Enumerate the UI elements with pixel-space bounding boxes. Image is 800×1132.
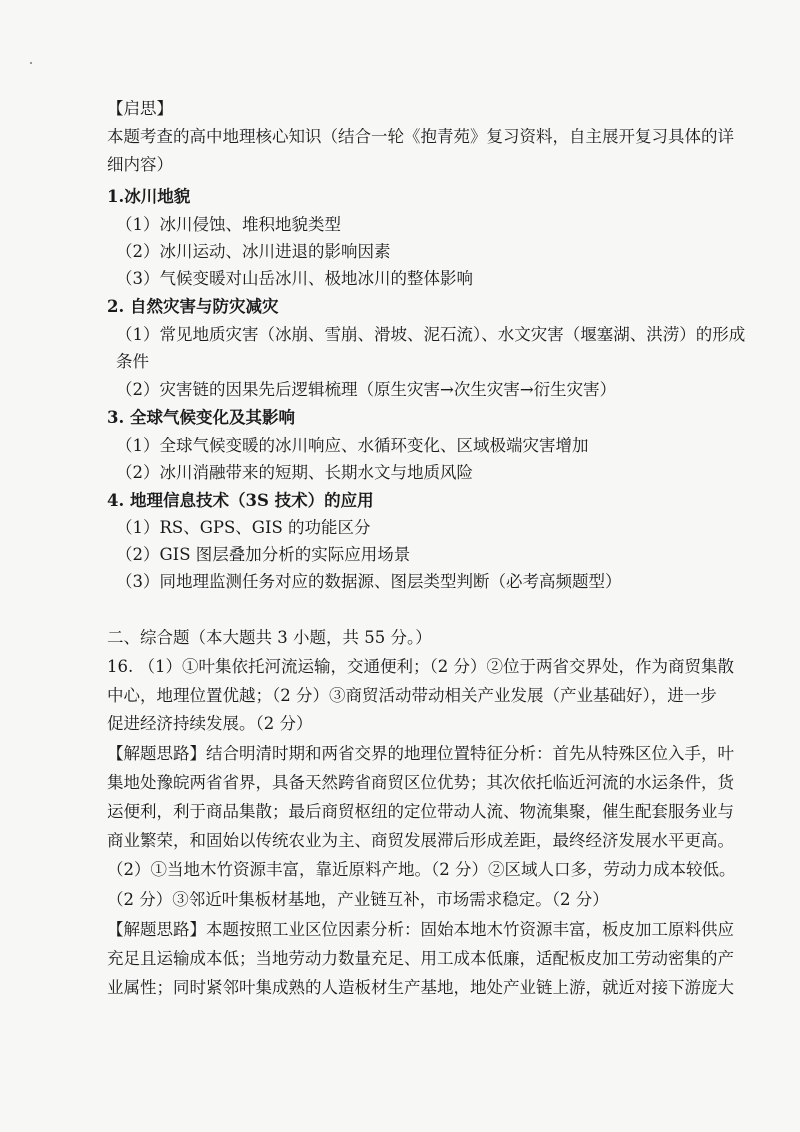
answer-line: 集地处豫皖两省省界，具备天然跨省商贸区位优势；其次依托临近河流的水运条件，货 xyxy=(107,773,734,792)
answer-line: 促进经济持续发展。（2 分） xyxy=(107,714,313,733)
reflection-intro-line: 细内容） xyxy=(107,155,173,174)
reflection-heading: 【启思】 xyxy=(107,99,173,118)
section-item: （1）全球气候变暖的冰川响应、水循环变化、区域极端灾害增加 xyxy=(116,436,589,455)
answer-line: 运便利，利于商品集散；最后商贸枢纽的定位带动人流、物流集聚，催生配套服务业与 xyxy=(107,802,734,821)
section-title: 3. 全球气候变化及其影响 xyxy=(107,408,295,427)
section-item: （1）常见地质灾害（冰崩、雪崩、滑坡、泥石流）、水文灾害（堰塞湖、洪涝）的形成 xyxy=(116,325,746,344)
section-item: （3）同地理监测任务对应的数据源、图层类型判断（必考高频题型） xyxy=(116,572,622,591)
answer-line: 充足且运输成本低；当地劳动力数量充足、用工成本低廉，适配板皮加工劳动密集的产 xyxy=(107,949,734,968)
answer-line: 【解题思路】本题按照工业区位因素分析：固始本地木竹资源丰富，板皮加工原料供应 xyxy=(107,920,734,939)
answer-line: （2 分）③邻近叶集板材基地，产业链互补，市场需求稳定。（2 分） xyxy=(107,890,609,909)
section-item: （2）冰川消融带来的短期、长期水文与地质风险 xyxy=(116,463,473,482)
part2-heading: 二、综合题（本大题共 3 小题，共 55 分。） xyxy=(107,628,432,647)
section-item: （1）冰川侵蚀、堆积地貌类型 xyxy=(116,215,341,234)
answer-line: 16. （1）①叶集依托河流运输，交通便利；（2 分）②位于两省交界处，作为商贸集散 xyxy=(107,657,734,676)
section-item: （2）灾害链的因果先后逻辑梳理（原生灾害→次生灾害→衍生灾害） xyxy=(116,380,617,399)
answer-line: 商业繁荣，和固始以传统农业为主、商贸发展滞后形成差距，最终经济发展水平更高。 xyxy=(107,831,734,850)
reflection-intro-line: 本题考查的高中地理核心知识（结合一轮《抱青苑》复习资料，自主展开复习具体的详 xyxy=(107,127,734,146)
section-title: 2. 自然灾害与防灾减灾 xyxy=(107,297,279,316)
section-item: 条件 xyxy=(116,352,149,371)
section-item: （1）RS、GPS、GIS 的功能区分 xyxy=(116,518,371,537)
section-item: （2）冰川运动、冰川进退的影响因素 xyxy=(116,242,391,261)
section-title: 1.冰川地貌 xyxy=(107,187,191,206)
scan-speck xyxy=(30,62,32,64)
answer-line: （2）①当地木竹资源丰富，靠近原料产地。（2 分）②区域人口多，劳动力成本较低。 xyxy=(107,860,736,879)
section-title: 4. 地理信息技术（3S 技术）的应用 xyxy=(107,491,374,510)
answer-line: 中心，地理位置优越；（2 分）③商贸活动带动相关产业发展（产业基础好），进一步 xyxy=(107,686,717,705)
section-item: （3）气候变暖对山岳冰川、极地冰川的整体影响 xyxy=(116,269,473,288)
answer-line: 业属性；同时紧邻叶集成熟的人造板材生产基地，地处产业链上游，就近对接下游庞大 xyxy=(107,978,734,997)
answer-line: 【解题思路】结合明清时期和两省交界的地理位置特征分析：首先从特殊区位入手，叶 xyxy=(107,744,734,763)
section-item: （2）GIS 图层叠加分析的实际应用场景 xyxy=(116,545,411,564)
